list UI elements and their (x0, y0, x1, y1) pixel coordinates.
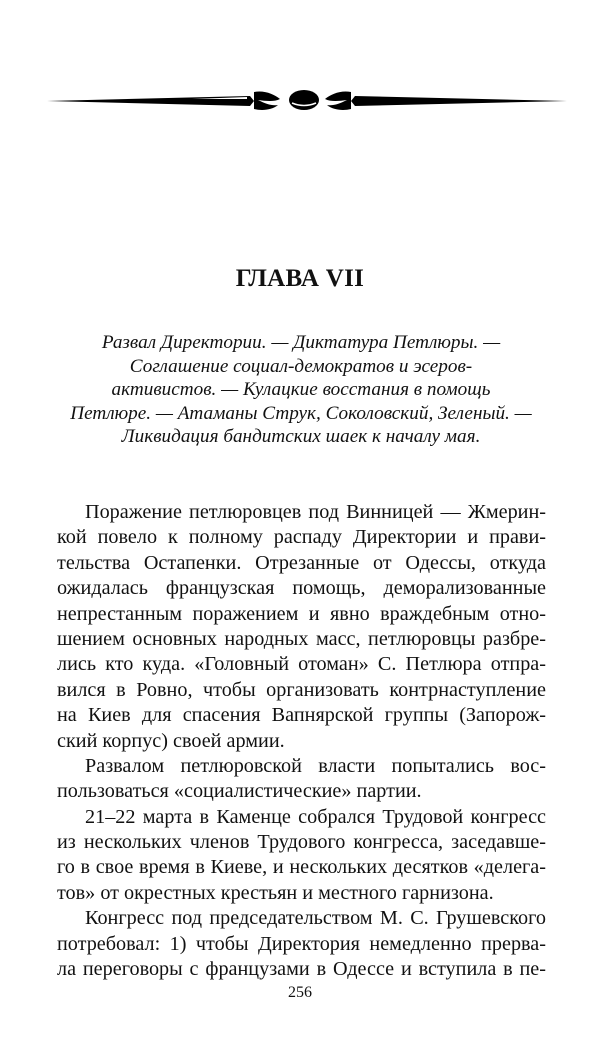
body-line: вился в Ровно, чтобы организовать контрнаступление (57, 678, 546, 701)
body-line: пользоваться «социалистические» партии. (57, 780, 422, 803)
body-line: потребовал: 1) чтобы Директория немедленно прерва- (57, 932, 546, 955)
decorative-flourish-icon (42, 80, 572, 120)
body-line: лись кто куда. «Головный отоман» С. Петлюра отпра- (57, 653, 546, 676)
body-line: 21–22 марта в Каменце собрался Трудовой конгресс (85, 805, 546, 828)
body-line: кой повело к полному распаду Директории и прави- (57, 526, 546, 549)
body-line: тельства Остапенки. Отрезанные от Одессы, откуда (57, 551, 546, 574)
ornament-divider (42, 80, 485, 120)
body-line: из нескольких членов Трудового конгресса, заседавше- (57, 831, 546, 854)
body-line: Поражение петлюровцев под Винницей — Жмерин- (85, 501, 546, 523)
chapter-summary (55, 331, 547, 449)
body-line: Конгресс под председательством М. С. Грушевского (85, 907, 546, 930)
summary-line: Петлюре. — Атаманы Струк, Соколовский, Зеленый. — (70, 402, 532, 424)
summary-line: Ликвидация бандитских шаек к началу мая. (121, 426, 481, 448)
body-line: тов» от окрестных крестьян и местного гарнизона. (57, 881, 494, 904)
summary-line: Соглашение социал-демократов и эсеров- (129, 355, 473, 377)
body-line: го в свое время в Киеве, и нескольких десятков «делега- (57, 856, 546, 879)
summary-line: Развал Директории. — Диктатура Петлюры. — (101, 332, 501, 353)
body-line: ла переговоры с французами в Одессе и вступила в пе- (57, 958, 546, 981)
body-line: непрестанным поражением и явно враждебным отно- (57, 602, 546, 625)
body-line: ский корпус) своей армии. (57, 729, 285, 752)
body-line: на Киев для спасения Вапнярской группы (Запорож- (57, 704, 546, 727)
body-line: Развалом петлюровской власти попытались вос- (85, 754, 546, 777)
page-number: 256 (288, 984, 312, 1001)
chapter-title: ГЛАВА VII (235, 265, 365, 292)
body-line: ожидалась французская помощь, деморализованные (57, 577, 546, 600)
body-line: шением основных народных масс, петлюровцы разбре- (57, 627, 546, 650)
body-text (57, 500, 546, 982)
summary-line: активистов. — Кулацкие восстания в помощь (111, 379, 491, 401)
